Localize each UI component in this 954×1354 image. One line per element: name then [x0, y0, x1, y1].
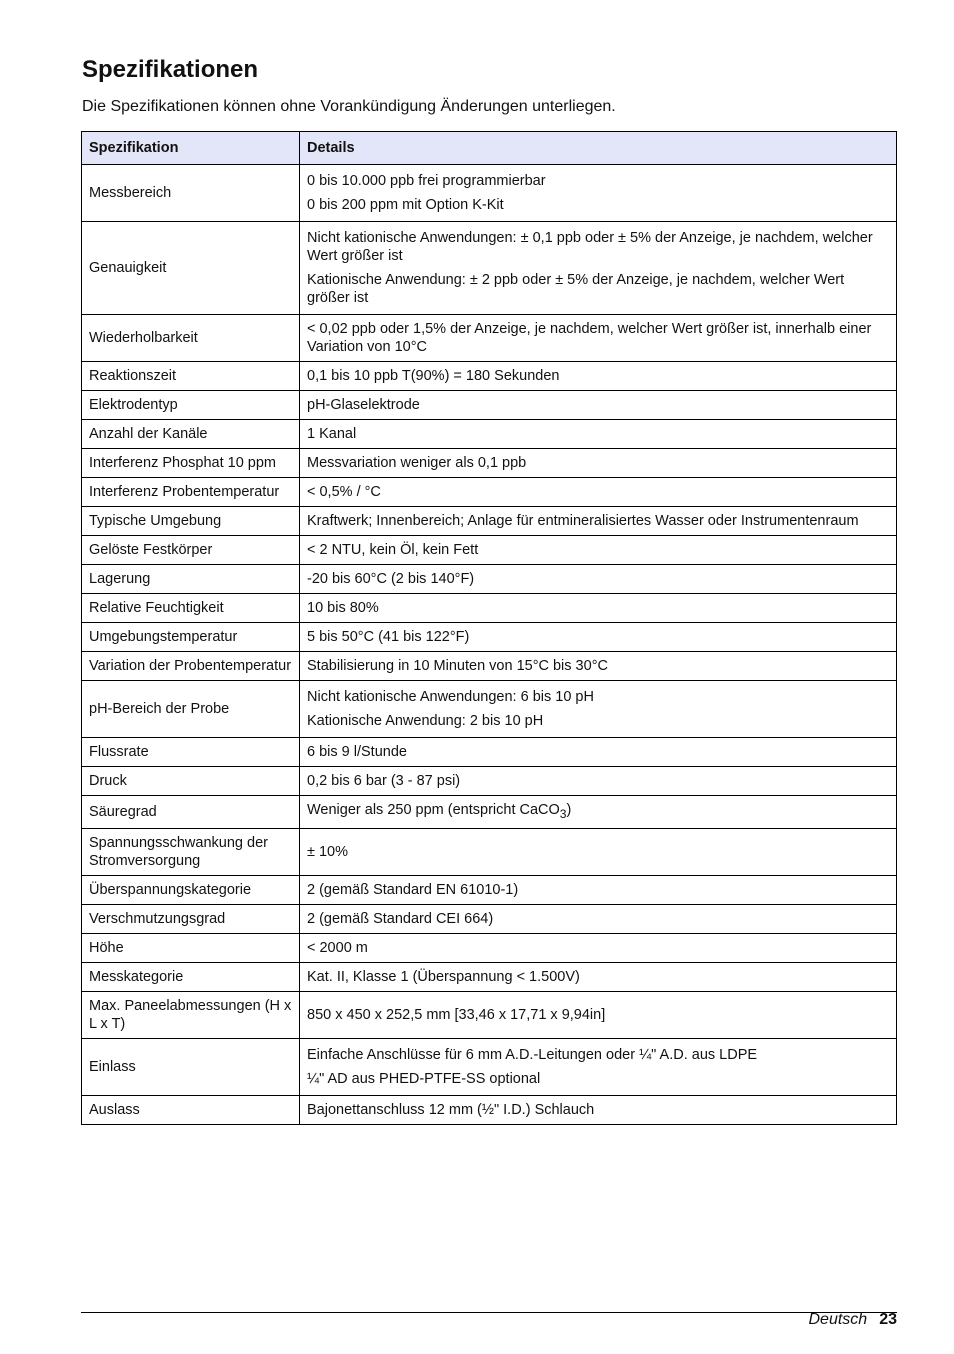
table-row: [82, 767, 897, 796]
detail-text: Einfache Anschlüsse für 6 mm A.D.-Leitungen oder ¼" A.D. aus LDPE: [307, 1046, 758, 1063]
detail-text: Kationische Anwendung: ± 2 ppb oder ± 5% der Anzeige, je nachdem, welcher Wert größer ist: [307, 272, 845, 306]
detail-text: Bajonettanschluss 12 mm (½" I.D.) Schlauch: [307, 1101, 595, 1118]
detail-text: Nicht kationische Anwendungen: ± 0,1 ppb oder ± 5% der Anzeige, je nachdem, welcher Wert größer ist: [307, 230, 873, 264]
table-row: [82, 391, 897, 420]
detail-text: < 2 NTU, kein Öl, kein Fett: [307, 542, 479, 558]
table-row: [82, 904, 897, 933]
table-row: [82, 565, 897, 594]
detail-text: Messvariation weniger als 0,1 ppb: [307, 455, 527, 471]
detail-line: [307, 320, 889, 356]
detail-text: Kationische Anwendung: 2 bis 10 pH: [307, 713, 544, 729]
spec-details-cell: [300, 652, 897, 681]
spec-name-cell: Einlass: [82, 1038, 300, 1095]
spec-details-cell: [300, 507, 897, 536]
detail-text: -20 bis 60°C (2 bis 140°F): [307, 571, 475, 587]
spec-details-cell: [300, 565, 897, 594]
detail-line: [307, 229, 889, 265]
spec-name-cell: Wiederholbarkeit: [82, 315, 300, 362]
spec-details-cell: [300, 362, 897, 391]
spec-name-cell: Typische Umgebung: [82, 507, 300, 536]
spec-details-cell: [300, 904, 897, 933]
detail-text: 6 bis 9 l/Stunde: [307, 744, 407, 760]
spec-name-cell: Umgebungstemperatur: [82, 623, 300, 652]
spec-details-cell: [300, 962, 897, 991]
spec-name-cell: Auslass: [82, 1095, 300, 1124]
detail-text: 850 x 450 x 252,5 mm [33,46 x 17,71 x 9,94in]: [307, 1006, 606, 1023]
page-footer: [809, 1311, 898, 1329]
detail-text: pH-Glaselektrode: [307, 397, 420, 413]
detail-text: < 2000 m: [307, 939, 368, 956]
table-body: [82, 165, 897, 1125]
table-row: [82, 738, 897, 767]
detail-line: [307, 483, 889, 501]
table-row: [82, 507, 897, 536]
intro-text: Die Spezifikationen können ohne Vorankündigung Änderungen unterliegen.: [82, 98, 616, 115]
table-row: [82, 1095, 897, 1124]
table-row: [82, 222, 897, 315]
table-header-row: [82, 132, 897, 165]
detail-line: [307, 968, 889, 986]
table-row: [82, 991, 897, 1038]
detail-text: 0,1 bis 10 ppb T(90%) = 180 Sekunden: [307, 368, 560, 384]
detail-line: [307, 688, 889, 706]
spec-name-cell: Säuregrad: [82, 796, 300, 829]
spec-details-cell: [300, 767, 897, 796]
spec-name-cell: Interferenz Probentemperatur: [82, 478, 300, 507]
detail-line: [307, 196, 889, 214]
spec-name-cell: Genauigkeit: [82, 222, 300, 315]
footer-rule: [81, 1312, 897, 1313]
spec-name-cell: Variation der Probentemperatur: [82, 652, 300, 681]
detail-line: [307, 743, 889, 761]
spec-name-cell: Höhe: [82, 933, 300, 962]
detail-text: 0 bis 200 ppm mit Option K-Kit: [307, 197, 504, 213]
spec-details-cell: [300, 420, 897, 449]
spec-details-cell: [300, 165, 897, 222]
spec-name-cell: Überspannungskategorie: [82, 875, 300, 904]
detail-text: ± 10%: [307, 843, 349, 860]
table-row: [82, 449, 897, 478]
detail-text: < 0,5% / °C: [307, 484, 381, 500]
spec-name-cell: Elektrodentyp: [82, 391, 300, 420]
detail-line: [307, 881, 889, 899]
spec-name-cell: pH-Bereich der Probe: [82, 681, 300, 738]
detail-line: [307, 939, 889, 957]
spec-details-cell: [300, 315, 897, 362]
detail-line: [307, 910, 889, 928]
detail-text: 10 bis 80%: [307, 600, 379, 616]
spec-name-cell: Messbereich: [82, 165, 300, 222]
detail-line: [307, 425, 889, 443]
subscript: 3: [559, 806, 567, 821]
detail-tail: ): [566, 802, 572, 818]
detail-text: < 0,02 ppb oder 1,5% der Anzeige, je nachdem, welcher Wert größer ist, innerhalb einer Variation von 10°C: [307, 321, 872, 355]
table-row: [82, 1038, 897, 1095]
detail-text: Weniger als 250 ppm (entspricht CaCO: [307, 802, 560, 818]
spec-name-cell: Gelöste Festkörper: [82, 536, 300, 565]
table-row: [82, 828, 897, 875]
spec-details-cell: [300, 738, 897, 767]
detail-line: [307, 570, 889, 588]
detail-text: Kat. II, Klasse 1 (Überspannung < 1.500V): [307, 968, 580, 985]
table-row: [82, 652, 897, 681]
table-row: [82, 362, 897, 391]
footer-language: Deutsch: [808, 1311, 868, 1328]
spec-details-cell: [300, 828, 897, 875]
spec-details-cell: [300, 875, 897, 904]
detail-text: 2 (gemäß Standard EN 61010-1): [307, 881, 519, 898]
spec-name-cell: Druck: [82, 767, 300, 796]
detail-line: [307, 1006, 889, 1024]
spec-name-cell: Verschmutzungsgrad: [82, 904, 300, 933]
detail-text: ¼" AD aus PHED-PTFE-SS optional: [307, 1070, 541, 1087]
spec-details-cell: [300, 933, 897, 962]
detail-line: [307, 541, 889, 559]
table-row: [82, 796, 897, 829]
spec-name-cell: Reaktionszeit: [82, 362, 300, 391]
spec-name-cell: Lagerung: [82, 565, 300, 594]
detail-line: [307, 657, 889, 675]
detail-line: [307, 772, 889, 790]
spec-details-cell: [300, 991, 897, 1038]
spec-details-cell: [300, 391, 897, 420]
table-row: [82, 681, 897, 738]
detail-line: [307, 712, 889, 730]
detail-line: [307, 271, 889, 307]
spec-details-cell: [300, 536, 897, 565]
spec-name-cell: Anzahl der Kanäle: [82, 420, 300, 449]
detail-line: [307, 172, 889, 190]
detail-text: Kraftwerk; Innenbereich; Anlage für entmineralisiertes Wasser oder Instrumentenraum: [307, 513, 859, 529]
detail-text: 0 bis 10.000 ppb frei programmierbar: [307, 173, 546, 189]
table-row: [82, 933, 897, 962]
page-number: 23: [879, 1311, 897, 1328]
table-row: [82, 420, 897, 449]
table-row: [82, 594, 897, 623]
spec-details-cell: [300, 449, 897, 478]
detail-line: [307, 599, 889, 617]
spec-details-cell: [300, 1095, 897, 1124]
specifications-table: [81, 131, 897, 1125]
spec-details-cell: [300, 478, 897, 507]
table-row: [82, 165, 897, 222]
detail-line: [307, 1046, 889, 1064]
table-row: [82, 478, 897, 507]
detail-line: [307, 1070, 889, 1088]
table-row: [82, 315, 897, 362]
table-row: [82, 536, 897, 565]
column-header-details: Details: [300, 132, 897, 165]
detail-text: 1 Kanal: [307, 426, 357, 442]
detail-text: 0,2 bis 6 bar (3 - 87 psi): [307, 773, 461, 789]
spec-details-cell: [300, 623, 897, 652]
detail-line: [307, 396, 889, 414]
spec-details-cell: [300, 1038, 897, 1095]
detail-line: [307, 367, 889, 385]
table-row: [82, 875, 897, 904]
detail-line: [307, 628, 889, 646]
page-title: Spezifikationen: [82, 56, 259, 83]
spec-name-cell: Flussrate: [82, 738, 300, 767]
spec-name-cell: Relative Feuchtigkeit: [82, 594, 300, 623]
detail-line: [307, 1101, 889, 1119]
spec-details-cell: [300, 796, 897, 829]
detail-line: [307, 801, 889, 823]
table-row: [82, 623, 897, 652]
detail-text: 2 (gemäß Standard CEI 664): [307, 910, 494, 927]
detail-line: [307, 512, 889, 530]
spec-details-cell: [300, 594, 897, 623]
detail-line: [307, 843, 889, 861]
detail-text: 5 bis 50°C (41 bis 122°F): [307, 629, 470, 645]
table-row: [82, 962, 897, 991]
column-header-spec: Spezifikation: [82, 132, 300, 165]
spec-name-cell: Messkategorie: [82, 962, 300, 991]
detail-line: [307, 454, 889, 472]
detail-text: Stabilisierung in 10 Minuten von 15°C bis 30°C: [307, 658, 608, 674]
spec-name-cell: Max. Paneelabmessungen (H x L x T): [82, 991, 300, 1038]
spec-details-cell: [300, 222, 897, 315]
spec-name-cell: Interferenz Phosphat 10 ppm: [82, 449, 300, 478]
spec-details-cell: [300, 681, 897, 738]
detail-text: Nicht kationische Anwendungen: 6 bis 10 pH: [307, 689, 594, 705]
spec-name-cell: Spannungsschwankung der Stromversorgung: [82, 828, 300, 875]
